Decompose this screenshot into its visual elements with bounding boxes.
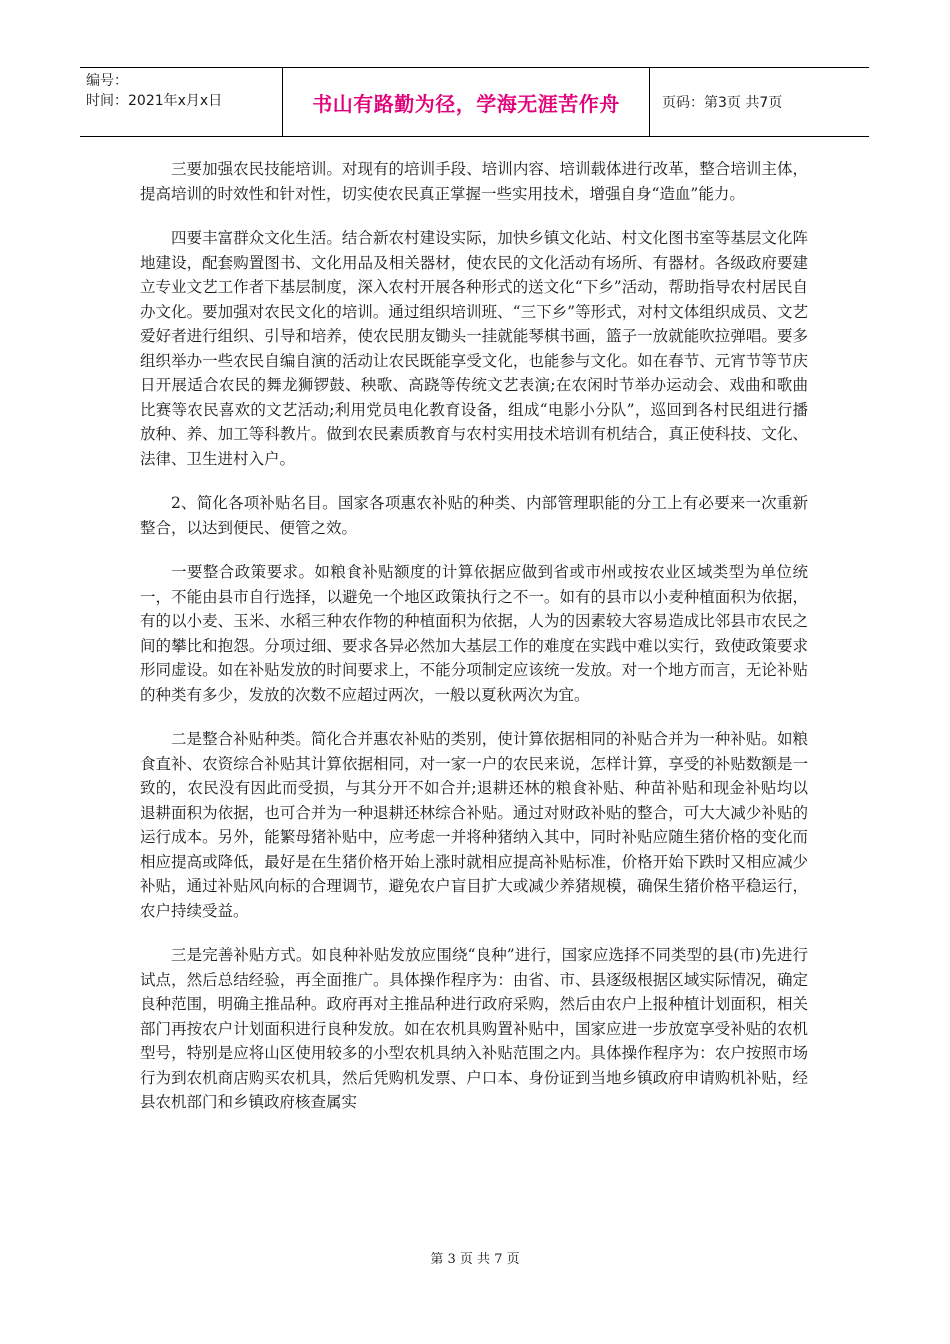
paragraph: 二是整合补贴种类。简化合并惠农补贴的类别，使计算依据相同的补贴合并为一种补贴。如粮食直补、农资综合补贴其计算依据相同，对一家一户的农民来说，怎样计算，享受的补贴数额是一致的，农民没有因此而受损，与其分开不如合并;退耕还林的粮食补贴、种苗补贴和现金补贴均以退耕面积为依据，也可合并为一种退耕还林综合补贴。通过对财政补贴的整合，可大大减少补贴的运行成本。另外，能繁母猪补贴中，应考虑一并将种猪纳入其中，同时补贴应随生猪价格的变化而相应提高或降低，最好是在生猪价格开始上涨时就相应提高补贴标准，价格开始下跌时又相应减少补贴，通过补贴风向标的合理调节，避免农户盲目扩大或减少养猪规模，确保生猪价格平稳运行，农户持续受益。	[140, 730, 808, 920]
header-meta-cell	[80, 68, 283, 136]
paragraph: 一要整合政策要求。如粮食补贴额度的计算依据应做到省或市州或按农业区域类型为单位统一，不能由县市自行选择，以避免一个地区政策执行之不一。如有的县市以小麦种植面积为依据，有的以小麦、玉米、水稻三种农作物的种植面积为依据，人为的因素较大容易造成比邻县市农民之间的攀比和抱怨。分项过细、要求各异必然加大基层工作的难度在实践中难以实行，致使政策要求形同虚设。如在补贴发放的时间要求上，不能分项制定应该统一发放。对一个地方而言，无论补贴的种类有多少，发放的次数不应超过两次，一般以夏秋两次为宜。	[140, 563, 808, 704]
paragraph: 四要丰富群众文化生活。结合新农村建设实际，加快乡镇文化站、村文化图书室等基层文化阵地建设，配套购置图书、文化用品及相关器材，使农民的文化活动有场所、有器材。各级政府要建立专业文艺工作者下基层制度，深入农村开展各种形式的送文化“下乡”活动，帮助指导农村居民自办文化。要加强对农民文化的培训。通过组织培训班、“三下乡”等形式，对村文体组织成员、文艺爱好者进行组织、引导和培养，使农民朋友锄头一挂就能琴棋书画，篮子一放就能吹拉弹唱。要多组织举办一些农民自编自演的活动让农民既能享受文化，也能参与文化。如在春节、元宵节等节庆日开展适合农民的舞龙狮锣鼓、秧歌、高跷等传统文艺表演;在农闲时节举办运动会、戏曲和歌曲比赛等农民喜欢的文艺活动;利用党员电化教育设备，组成“电影小分队”，巡回到各村民组进行播放种、养、加工等科教片。做到农民素质教育与农村实用技术培训有机结合，真正使科技、文化、法律、卫生进村入户。	[140, 229, 808, 468]
page-header	[80, 67, 869, 137]
header-motto-cell	[283, 68, 650, 136]
paragraph: 三要加强农民技能培训。对现有的培训手段、培训内容、培训载体进行改革，整合培训主体，提高培训的时效性和针对性，切实使农民真正掌握一些实用技术，增强自身“造血”能力。	[140, 160, 808, 203]
page-footer: 第 3 页 共 7 页	[430, 1252, 520, 1267]
header-motto: 书山有路勤为径，学海无涯苦作舟	[312, 91, 620, 116]
document-time-label: 时间：2021年x月x日	[86, 93, 223, 109]
document-number-label: 编号：	[86, 73, 128, 89]
paragraph: 三是完善补贴方式。如良种补贴发放应围绕“良种”进行，国家应选择不同类型的县(市)先进行试点，然后总结经验，再全面推广。具体操作程序为：由省、市、县逐级根据区域实际情况，确定良种范围，明确主推品种。政府再对主推品种进行政府采购，然后由农户上报种植计划面积，相关部门再按农户计划面积进行良种发放。如在农机具购置补贴中，国家应进一步放宽享受补贴的农机型号，特别是应将山区使用较多的小型农机具纳入补贴范围之内。具体操作程序为：农户按照市场行为到农机商店购买农机具，然后凭购机发票、户口本、身份证到当地乡镇政府申请购机补贴，经县农机部门和乡镇政府核查属实	[140, 946, 808, 1111]
document-body	[140, 157, 808, 1135]
header-page-cell	[650, 68, 869, 136]
header-page-info: 页码：第3页 共7页	[662, 95, 783, 111]
paragraph: 2、简化各项补贴名目。国家各项惠农补贴的种类、内部管理职能的分工上有必要来一次重新整合，以达到便民、便管之效。	[140, 494, 808, 537]
